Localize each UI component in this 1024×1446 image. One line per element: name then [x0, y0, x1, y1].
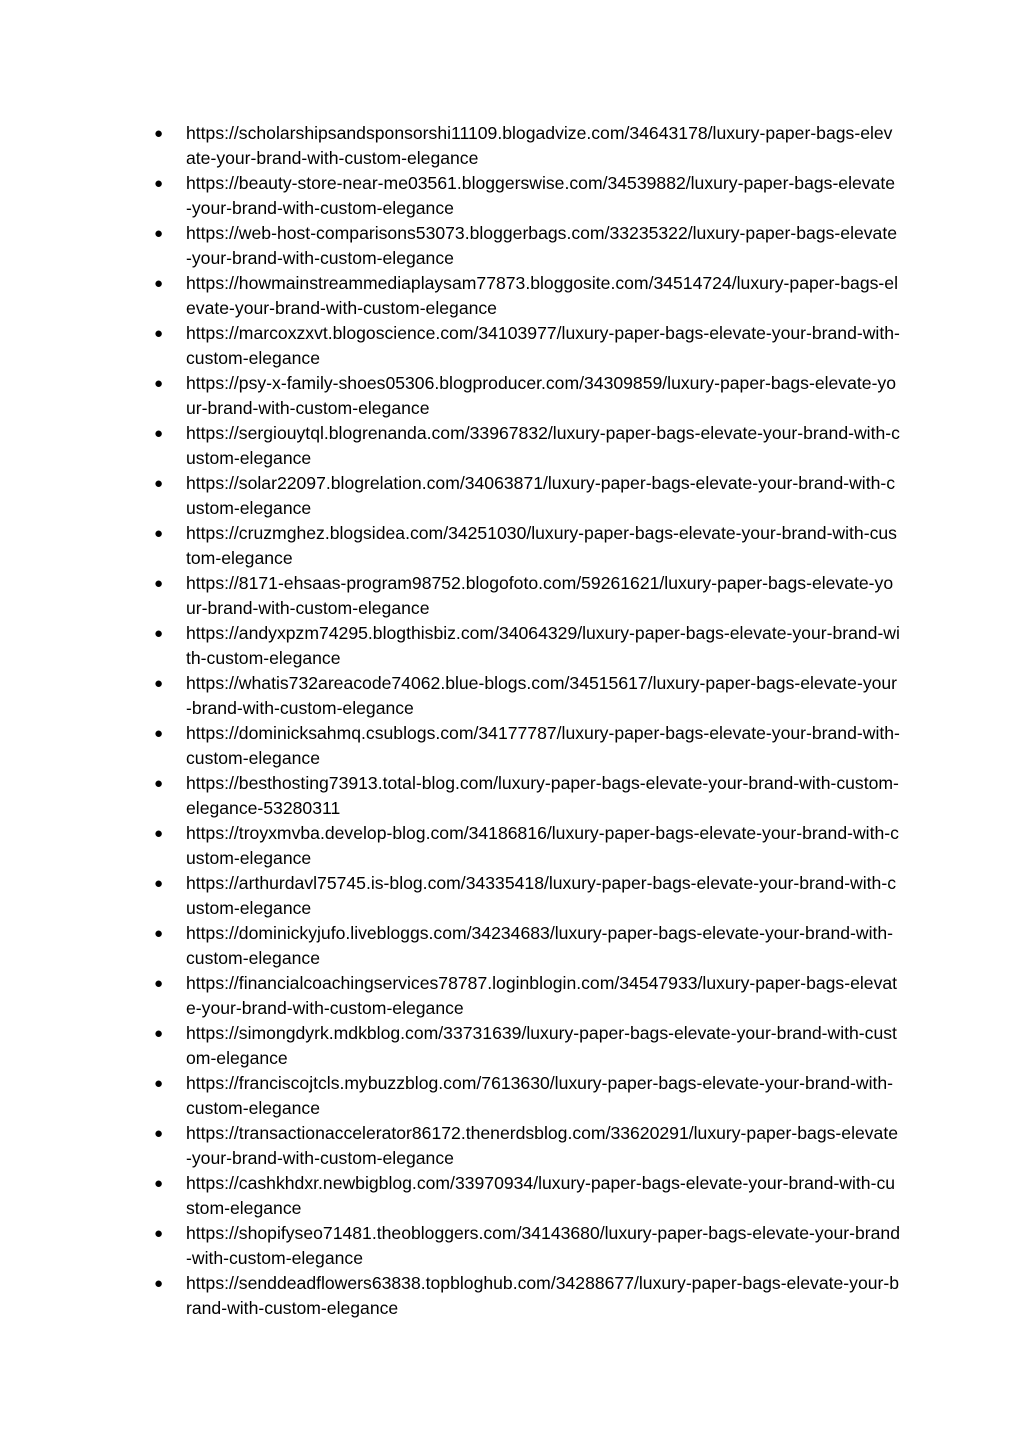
bullet-icon: ●: [154, 875, 164, 892]
url-text: https://dominickyjufo.livebloggs.com/34234683/luxury-paper-bags-elevate-your-brand-with-custom-elegance: [186, 923, 894, 968]
bullet-icon: ●: [154, 225, 164, 242]
bullet-icon: ●: [154, 425, 164, 442]
list-item: [152, 171, 912, 221]
url-text: https://besthosting73913.total-blog.com/luxury-paper-bags-elevate-your-brand-with-custom-elegance-53280311: [186, 773, 899, 818]
bullet-icon: ●: [154, 375, 164, 392]
list-item: [152, 621, 912, 671]
url-text: https://web-host-comparisons53073.bloggerbags.com/33235322/luxury-paper-bags-elevate-your-brand-with-custom-elegance: [186, 223, 898, 268]
url-text: https://arthurdavl75745.is-blog.com/34335418/luxury-paper-bags-elevate-your-brand-with-custom-elegance: [186, 873, 896, 918]
list-item: [152, 421, 912, 471]
list-item: [152, 571, 912, 621]
bullet-icon: ●: [154, 925, 164, 942]
url-text: https://financialcoachingservices78787.loginblogin.com/34547933/luxury-paper-bags-elevate-your-brand-with-custom-elegance: [186, 973, 898, 1018]
list-item: [152, 671, 912, 721]
url-text: https://cruzmghez.blogsidea.com/34251030/luxury-paper-bags-elevate-your-brand-with-custom-elegance: [186, 523, 897, 568]
list-item: [152, 921, 912, 971]
url-text: https://dominicksahmq.csublogs.com/34177787/luxury-paper-bags-elevate-your-brand-with-custom-elegance: [186, 723, 900, 768]
bullet-icon: ●: [154, 125, 164, 142]
list-item: [152, 471, 912, 521]
url-text: https://beauty-store-near-me03561.bloggerswise.com/34539882/luxury-paper-bags-elevate-your-brand-with-custom-elegance: [186, 173, 896, 218]
bullet-icon: ●: [154, 825, 164, 842]
list-item: [152, 271, 912, 321]
url-text: https://sergiouytql.blogrenanda.com/33967832/luxury-paper-bags-elevate-your-brand-with-custom-elegance: [186, 423, 900, 468]
list-item: [152, 1121, 912, 1171]
bullet-icon: ●: [154, 1175, 164, 1192]
list-item: [152, 371, 912, 421]
bullet-icon: ●: [154, 1275, 164, 1292]
list-item: [152, 1221, 912, 1271]
url-bullet-list: [152, 121, 912, 1321]
url-text: https://8171-ehsaas-program98752.blogofoto.com/59261621/luxury-paper-bags-elevate-your-brand-with-custom-elegance: [186, 573, 894, 618]
url-text: https://howmainstreammediaplaysam77873.bloggosite.com/34514724/luxury-paper-bags-elevate-your-brand-with-custom-elegance: [186, 273, 898, 318]
url-text: https://whatis732areacode74062.blue-blogs.com/34515617/luxury-paper-bags-elevate-your-brand-with-custom-elegance: [186, 673, 898, 718]
list-item: [152, 1271, 912, 1321]
list-item: [152, 221, 912, 271]
bullet-icon: ●: [154, 725, 164, 742]
url-text: https://marcoxzxvt.blogoscience.com/34103977/luxury-paper-bags-elevate-your-brand-with-custom-elegance: [186, 323, 900, 368]
bullet-icon: ●: [154, 975, 164, 992]
bullet-icon: ●: [154, 1125, 164, 1142]
url-text: https://psy-x-family-shoes05306.blogproducer.com/34309859/luxury-paper-bags-elevate-your-brand-with-custom-elegance: [186, 373, 897, 418]
list-item: [152, 1071, 912, 1121]
url-text: https://scholarshipsandsponsorshi11109.blogadvize.com/34643178/luxury-paper-bags-elevate-your-brand-with-custom-elegance: [186, 123, 893, 168]
list-item: [152, 871, 912, 921]
list-item: [152, 1021, 912, 1071]
url-text: https://shopifyseo71481.theobloggers.com/34143680/luxury-paper-bags-elevate-your-brand-with-custom-elegance: [186, 1223, 900, 1268]
url-text: https://solar22097.blogrelation.com/34063871/luxury-paper-bags-elevate-your-brand-with-custom-elegance: [186, 473, 896, 518]
list-item: [152, 321, 912, 371]
bullet-icon: ●: [154, 525, 164, 542]
list-item: [152, 771, 912, 821]
bullet-icon: ●: [154, 175, 164, 192]
list-item: [152, 821, 912, 871]
bullet-icon: ●: [154, 275, 164, 292]
bullet-icon: ●: [154, 475, 164, 492]
url-text: https://simongdyrk.mdkblog.com/33731639/luxury-paper-bags-elevate-your-brand-with-custom-elegance: [186, 1023, 897, 1068]
url-text: https://senddeadflowers63838.topbloghub.com/34288677/luxury-paper-bags-elevate-your-brand-with-custom-elegance: [186, 1273, 900, 1318]
url-text: https://andyxpzm74295.blogthisbiz.com/34064329/luxury-paper-bags-elevate-your-brand-with-custom-elegance: [186, 623, 900, 668]
list-item: [152, 521, 912, 571]
bullet-icon: ●: [154, 325, 164, 342]
list-item: [152, 1171, 912, 1221]
url-text: https://troyxmvba.develop-blog.com/34186816/luxury-paper-bags-elevate-your-brand-with-custom-elegance: [186, 823, 899, 868]
bullet-icon: ●: [154, 775, 164, 792]
url-text: https://cashkhdxr.newbigblog.com/33970934/luxury-paper-bags-elevate-your-brand-with-custom-elegance: [186, 1173, 896, 1218]
bullet-icon: ●: [154, 625, 164, 642]
bullet-icon: ●: [154, 675, 164, 692]
bullet-icon: ●: [154, 1025, 164, 1042]
list-item: [152, 121, 912, 171]
list-item: [152, 971, 912, 1021]
url-text: https://transactionaccelerator86172.thenerdsblog.com/33620291/luxury-paper-bags-elevate-your-brand-with-custom-elegance: [186, 1123, 899, 1168]
url-text: https://franciscojtcls.mybuzzblog.com/7613630/luxury-paper-bags-elevate-your-brand-with-custom-elegance: [186, 1073, 894, 1118]
bullet-icon: ●: [154, 1225, 164, 1242]
bullet-icon: ●: [154, 575, 164, 592]
bullet-icon: ●: [154, 1075, 164, 1092]
list-item: [152, 721, 912, 771]
